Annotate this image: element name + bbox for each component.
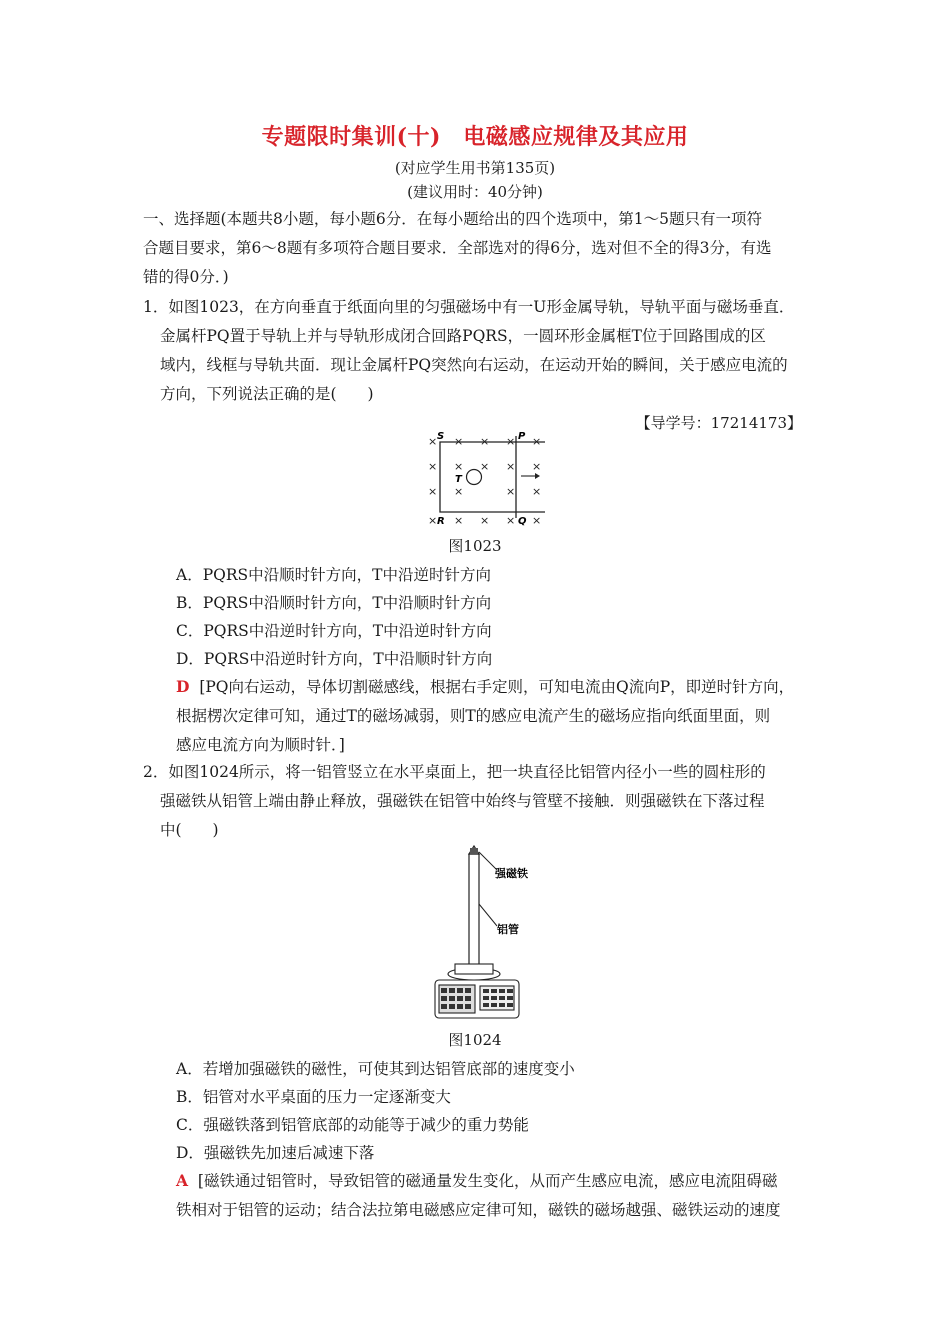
figure-1023 (420, 428, 550, 528)
scale-display-segment (507, 989, 513, 993)
field-cross: × (454, 485, 464, 498)
scale-key (465, 988, 471, 993)
field-cross: × (506, 435, 516, 448)
q1-option-d: D．PQRS中沿逆时针方向，T中沿顺时针方向 (176, 650, 493, 668)
label-magnet: 强磁铁 (495, 867, 528, 880)
section-intro-line: 一、选择题(本题共8小题，每小题6分．在每小题给出的四个选项中，第1～5题只有一项符 (143, 210, 762, 228)
q1-option-b: B．PQRS中沿顺时针方向，T中沿顺时针方向 (176, 594, 492, 612)
field-cross: × (532, 485, 542, 498)
figure-1023-caption: 图1023 (448, 537, 502, 555)
q2-stem-line: 2．如图1024所示，将一铝管竖立在水平桌面上，把一块直径比铝管内径小一些的圆柱形的 (143, 763, 766, 781)
scale-display-segment (483, 1003, 489, 1007)
scale-key (441, 996, 447, 1001)
field-cross: × (506, 485, 516, 498)
q1-explanation-line: 根据楞次定律可知，通过T的磁场减弱，则T的感应电流产生的磁场应指向纸面里面，则 (176, 707, 771, 725)
q2-answer (176, 1169, 777, 1191)
figure-1024 (425, 842, 545, 1022)
label-t: T (455, 474, 462, 485)
scale-key (441, 988, 447, 993)
field-cross: × (428, 460, 438, 473)
label-s: S (437, 431, 445, 442)
section-intro-line: 错的得0分．) (143, 268, 229, 286)
scale-display-segment (499, 989, 505, 993)
q1-stem-line: 1．如图1023，在方向垂直于纸面向里的匀强磁场中有一U形金属导轨，导轨平面与磁场垂直． (143, 298, 795, 316)
label-r: R (437, 516, 445, 527)
field-cross: × (454, 514, 464, 527)
scale-display-segment (507, 996, 513, 1000)
scale-display-segment (483, 996, 489, 1000)
q2-option-a: A．若增加强磁铁的磁性，可使其到达铝管底部的速度变小 (176, 1060, 575, 1078)
field-cross: × (480, 514, 490, 527)
scale-key (449, 996, 455, 1001)
scale-key (465, 1004, 471, 1009)
q1-explanation-line: 感应电流方向为顺时针．] (176, 736, 345, 754)
scale-key (457, 996, 463, 1001)
q2-explanation-line: 铁相对于铝管的运动；结合法拉第电磁感应定律可知，磁铁的磁场越强、磁铁运动的速度 (176, 1201, 781, 1219)
label-tube: 铝管 (497, 923, 519, 936)
field-cross: × (428, 435, 438, 448)
field-cross: × (506, 514, 516, 527)
scale-display-segment (491, 996, 497, 1000)
scale-key (457, 1004, 463, 1009)
field-cross: × (480, 435, 490, 448)
label-p: P (518, 431, 526, 442)
scale-display-segment (491, 989, 497, 993)
aluminum-tube (469, 846, 479, 972)
field-cross: × (532, 460, 542, 473)
field-cross: × (428, 514, 438, 527)
scale-key (449, 988, 455, 993)
field-cross: × (532, 514, 542, 527)
figure-1024-caption: 图1024 (448, 1031, 502, 1049)
q1-stem-line: 域内，线框与导轨共面．现让金属杆PQ突然向右运动，在运动开始的瞬间，关于感应电流的 (160, 356, 788, 374)
q1-explanation-line: [PQ向右运动，导体切割磁感线，根据右手定则，可知电流由Q流向P，即逆时针方向， (199, 678, 795, 696)
scale-key (449, 1004, 455, 1009)
scale-key (457, 988, 463, 993)
q2-option-c: C．强磁铁落到铝管底部的动能等于减少的重力势能 (176, 1116, 529, 1134)
q2-answer-letter: A (176, 1171, 189, 1190)
scale-display-segment (491, 1003, 497, 1007)
q1-answer-letter: D (176, 677, 190, 696)
label-q: Q (518, 516, 527, 527)
field-cross: × (480, 460, 490, 473)
guide-number: 【导学号：17214173】 (635, 414, 802, 432)
scale-display-segment (499, 1003, 505, 1007)
scale-key (465, 996, 471, 1001)
scale-display-segment (507, 1003, 513, 1007)
field-cross: × (454, 435, 464, 448)
scale-display-segment (483, 989, 489, 993)
suggested-time: (建议用时：40分钟) (407, 183, 543, 201)
q1-option-a: A．PQRS中沿顺时针方向，T中沿逆时针方向 (176, 566, 491, 584)
q2-option-b: B．铝管对水平桌面的压力一定逐渐变大 (176, 1088, 451, 1106)
field-cross: × (532, 435, 542, 448)
scale-display-segment (499, 996, 505, 1000)
q1-stem-line: 金属杆PQ置于导轨上并与导轨形成闭合回路PQRS，一圆环形金属框T位于回路围成的区 (160, 327, 766, 345)
book-reference: (对应学生用书第135页) (394, 159, 556, 177)
q2-stem-line: 强磁铁从铝管上端由静止释放，强磁铁在铝管中始终与管壁不接触．则强磁铁在下落过程 (160, 792, 765, 810)
q2-explanation-line: [磁铁通过铝管时，导致铝管的磁通量发生变化，从而产生感应电流，感应电流阻碍磁 (197, 1172, 778, 1190)
field-cross: × (454, 460, 464, 473)
field-cross: × (506, 460, 516, 473)
q1-answer (176, 675, 794, 697)
field-cross: × (428, 485, 438, 498)
q1-stem-line: 方向，下列说法正确的是( ) (160, 385, 374, 403)
electronic-scale (435, 964, 519, 1018)
section-intro-line: 合题目要求，第6～8题有多项符合题目要求．全部选对的得6分，选对但不全的得3分，有选 (143, 239, 772, 257)
q2-option-d: D．强磁铁先加速后减速下落 (176, 1144, 375, 1162)
magnet (470, 848, 478, 854)
q2-stem-line: 中( ) (160, 821, 219, 839)
scale-key (441, 1004, 447, 1009)
q1-option-c: C．PQRS中沿逆时针方向，T中沿逆时针方向 (176, 622, 492, 640)
page-title: 专题限时集训(十) 电磁感应规律及其应用 (261, 124, 689, 150)
